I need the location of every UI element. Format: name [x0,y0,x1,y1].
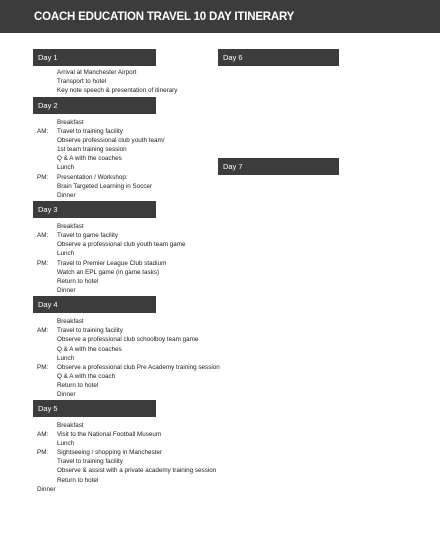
day-4-line: Observe a professional club Pre Academy training session [57,364,220,371]
day-3-line: Breakfast [57,223,84,230]
day-4-line: Return to hotel [57,382,99,389]
day-7-header: Day 7 [218,158,339,175]
day-2-line: 1st team training session [57,146,127,153]
day-2-line: Breakfast [57,119,84,126]
day-3-period-label: AM: [37,232,49,239]
day-1-line: Key note speech & presentation of itinerary [57,87,178,94]
day-2-line: Dinner [57,192,76,199]
day-4-line: Dinner [57,391,76,398]
day-5-line: Dinner [37,486,56,493]
page-title: COACH EDUCATION TRAVEL 10 DAY ITINERARY [34,11,295,23]
day-4-line: Travel to training facility [57,327,123,334]
day-4-period-label: AM: [37,327,49,334]
day-5-line: Breakfast [57,422,84,429]
day-5-line: Travel to training facility [57,458,123,465]
header-bar [0,0,440,33]
day-2-period-label: PM: [37,174,49,181]
day-2-line: Travel to training facility [57,128,123,135]
day-3-line: Return to hotel [57,278,99,285]
day-6-header: Day 6 [218,49,339,66]
day-4-line: Q & A with the coach [57,373,116,380]
day-5-period-label: PM: [37,449,49,456]
day-4-header: Day 4 [33,296,156,313]
day-2-header: Day 2 [33,97,156,114]
day-3-header: Day 3 [33,201,156,218]
day-3-line: Observe a professional club youth team game [57,241,186,248]
day-5-line: Sightseeing / shopping in Manchester [57,449,163,456]
day-2-period-label: AM: [37,128,49,135]
day-3-line: Travel to game facility [57,232,119,239]
day-5-line: Visit to the National Football Museum [57,431,162,438]
day-3-line: Travel to Premier League Club stadium [57,260,167,267]
day-2-line: Q & A with the coaches [57,155,122,162]
day-1-header: Day 1 [33,49,156,66]
day-2-line: Presentation / Workshop: [57,174,128,181]
day-3-line: Lunch [57,250,75,257]
day-4-line: Q & A with the coaches [57,346,122,353]
day-1-line: Transport to hotel [57,78,107,85]
day-1-line: Arrival at Manchester Airport [57,69,137,76]
day-2-line: Observe professional club youth team/ [57,137,165,144]
day-3-line: Watch an EPL game (in game tasks) [57,269,160,276]
day-5-line: Observe & assist with a private academy training session [57,467,217,474]
day-2-line: Brain Targeted Learning in Soccer [57,183,153,190]
day-3-period-label: PM: [37,260,49,267]
day-4-line: Observe a professional club schoolboy team game [57,336,199,343]
day-5-header: Day 5 [33,400,156,417]
day-4-period-label: PM: [37,364,49,371]
day-4-line: Lunch [57,355,75,362]
day-4-line: Breakfast [57,318,84,325]
day-3-line: Dinner [57,287,76,294]
day-2-line: Lunch [57,164,75,171]
day-5-line: Lunch [57,440,75,447]
day-5-period-label: AM: [37,431,49,438]
day-5-line: Return to hotel [57,477,99,484]
